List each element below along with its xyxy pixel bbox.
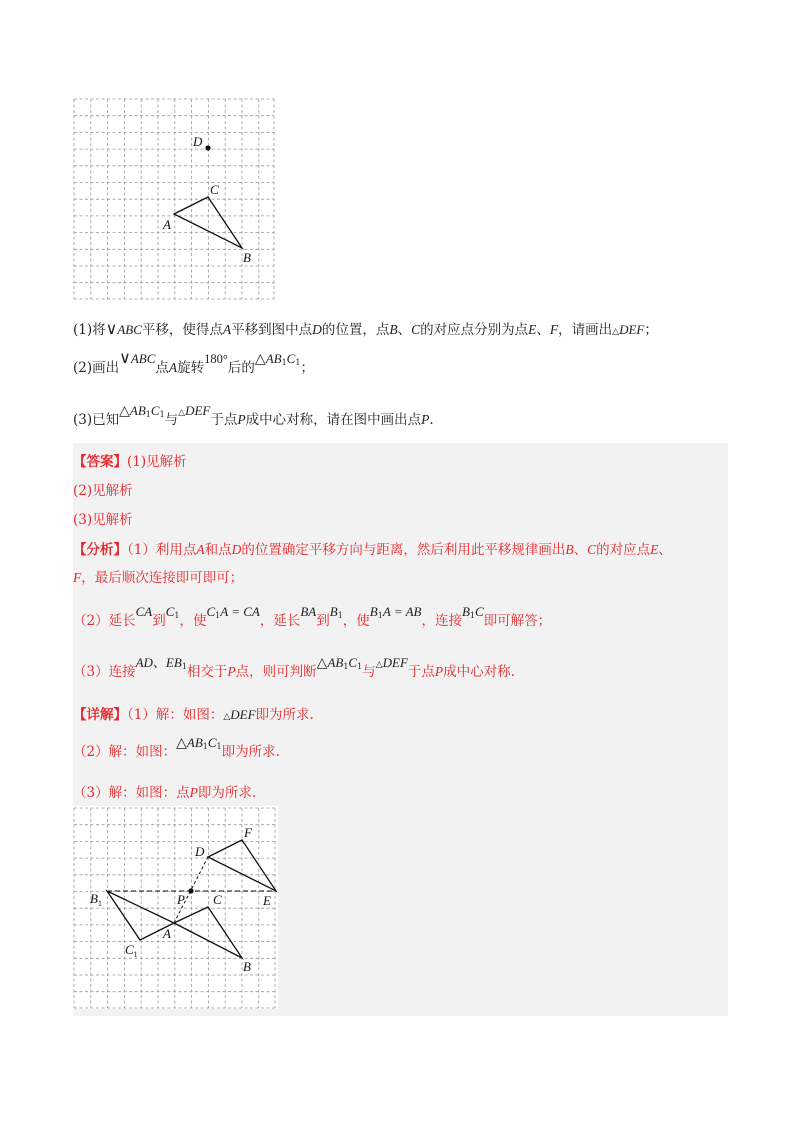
label-c1: $C_1$ xyxy=(125,942,138,959)
analysis-line3: （2）延长CA到C1，使C1A = CA，延长BA到B1，使B1A = AB，连接B1C即可解答； xyxy=(73,604,552,629)
analysis-line1: 【分析】（1）利用点A和点D的位置确定平移方向与距离，然后利用此平移规律画出B、C的对应点E、 xyxy=(73,542,672,558)
detail-line3: （3）解：如图：点P即为所求. xyxy=(73,785,257,801)
label-e: E xyxy=(263,893,271,908)
grid xyxy=(74,99,274,299)
point-p xyxy=(188,888,193,893)
answer-line1: 【答案】(1)见解析 xyxy=(73,454,187,470)
question-part3: (3)已知△AB1C1与△DEF于点P成中心对称，请在图中画出点P. xyxy=(73,403,434,428)
label-f: F xyxy=(244,825,252,840)
question-part2: (2)画出∨ABC点A旋转180°后的△AB1C1； xyxy=(73,348,314,376)
question-part1: (1)将∨ABC平移，使得点A平移到图中点D的位置，点B、C的对应点分别为点E、F，请画出△DEF； xyxy=(73,319,658,338)
answer-line2: (2)见解析 xyxy=(73,483,133,499)
figure-solution xyxy=(73,806,278,1009)
label-d: D xyxy=(193,134,203,149)
label-a: A xyxy=(163,217,171,232)
label-c: C xyxy=(213,892,222,907)
label-b1: $B_1$ xyxy=(90,891,102,908)
label-a: A xyxy=(163,926,171,941)
label-p: P xyxy=(177,892,185,907)
analysis-line4: （3）连接AD、EB1相交于P点，则可判断△AB1C1与△DEF于点P成中心对称. xyxy=(73,655,515,680)
detail-line1: 【详解】（1）解：如图：△DEF即为所求. xyxy=(73,707,314,723)
point-d xyxy=(205,145,210,150)
answer-line3: (3)见解析 xyxy=(73,512,133,528)
analysis-line2: F，最后顺次连接即可即可； xyxy=(73,570,244,586)
detail-line2: （2）解：如图：△AB1C1即为所求. xyxy=(73,735,280,760)
figure-original xyxy=(73,96,275,300)
label-b: B xyxy=(243,959,251,974)
label-d: D xyxy=(195,844,205,859)
label-c: C xyxy=(210,182,219,197)
label-b: B xyxy=(243,250,251,265)
